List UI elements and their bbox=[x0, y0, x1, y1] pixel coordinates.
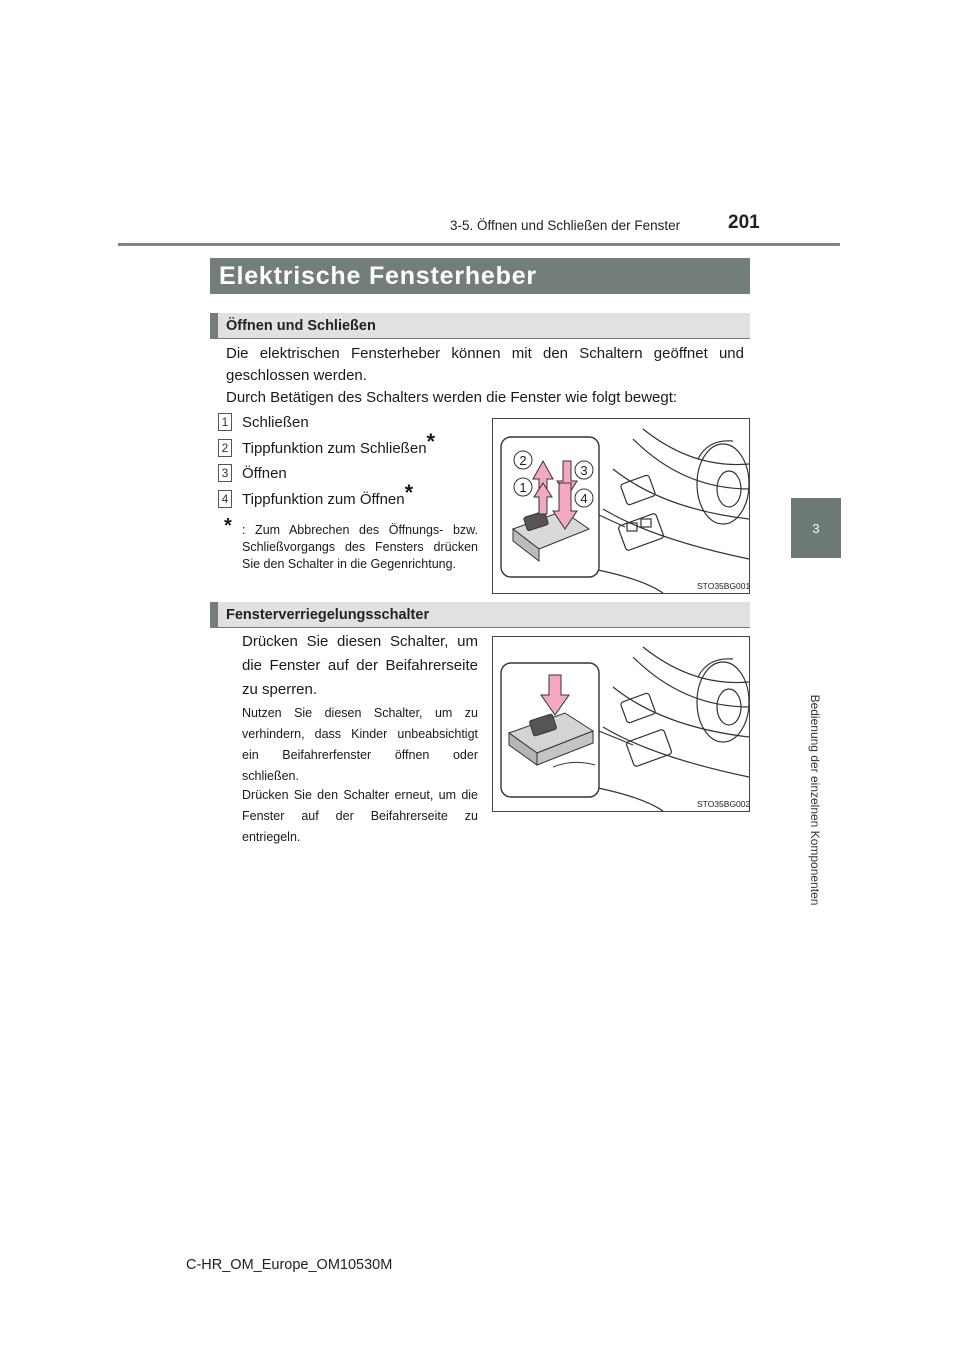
chapter-number: 3 bbox=[812, 520, 820, 536]
step-number-badge: 1 bbox=[218, 413, 232, 431]
page-number: 201 bbox=[728, 212, 760, 233]
figure-code: STO35BG001 bbox=[697, 581, 749, 591]
figure-code: STO35BG002 bbox=[697, 799, 749, 809]
lock-note: Nutzen Sie diesen Schalter, um zu verhindern, dass Kinder unbeabsichtigt ein Beifahrerfenster öffnen oder schließen. bbox=[242, 706, 478, 783]
step-text: Schließen bbox=[242, 413, 309, 431]
lock-paragraph: Drücken Sie diesen Schalter, um die Fenster auf der Beifahrerseite zu sperren. bbox=[242, 633, 478, 698]
footer-document-code: C-HR_OM_Europe_OM10530M bbox=[186, 1257, 393, 1273]
list-item bbox=[218, 464, 287, 482]
section-heading-open-close: Öffnen und Schließen bbox=[210, 313, 750, 338]
window-switch-illustration bbox=[493, 419, 749, 593]
footnote-star: * bbox=[224, 515, 232, 537]
step-number-badge: 3 bbox=[218, 464, 232, 482]
footnote bbox=[224, 515, 478, 573]
chapter-title: Bedienung der einzelnen Komponenten bbox=[808, 694, 822, 906]
header-divider bbox=[118, 243, 840, 246]
list-item bbox=[218, 413, 309, 431]
intro-paragraph-2: Durch Betätigen des Schalters werden die Fenster wie folgt bewegt: bbox=[226, 389, 678, 406]
footnote-star: * bbox=[426, 429, 436, 454]
window-lock-illustration bbox=[493, 637, 749, 811]
section-underline bbox=[210, 338, 750, 339]
step-text: Öffnen bbox=[242, 464, 287, 482]
step-number-badge: 4 bbox=[218, 490, 232, 508]
figure-window-switch bbox=[492, 418, 750, 594]
running-header: 3-5. Öffnen und Schließen der Fenster bbox=[450, 218, 681, 233]
step-number-badge: 2 bbox=[218, 439, 232, 457]
callout-1: 1 bbox=[519, 480, 527, 495]
section-underline bbox=[210, 627, 750, 628]
intro-paragraph: Die elektrischen Fensterheber können mit den Schaltern geöffnet und geschlossen werden. bbox=[226, 345, 744, 384]
callout-4: 4 bbox=[580, 491, 588, 506]
page-title: Elektrische Fensterheber bbox=[210, 258, 750, 294]
callout-3: 3 bbox=[580, 463, 588, 478]
lock-note-2: Drücken Sie den Schalter erneut, um die Fenster auf der Beifahrerseite zu entriegeln. bbox=[242, 788, 478, 844]
list-item bbox=[218, 480, 414, 508]
chapter-tab bbox=[791, 498, 841, 558]
step-text: Tippfunktion zum Schließen bbox=[242, 439, 427, 457]
footnote-star: * bbox=[404, 480, 414, 505]
step-text: Tippfunktion zum Öffnen bbox=[242, 490, 405, 508]
callout-2: 2 bbox=[519, 453, 527, 468]
list-item bbox=[218, 429, 436, 457]
footnote-text: : Zum Abbrechen des Öffnungs- bzw. Schließvorgangs des Fensters drücken Sie den Schalter in die Gegenrichtung. bbox=[242, 523, 478, 571]
section-heading-window-lock: Fensterverriegelungsschalter bbox=[210, 602, 750, 627]
figure-window-lock bbox=[492, 636, 750, 812]
